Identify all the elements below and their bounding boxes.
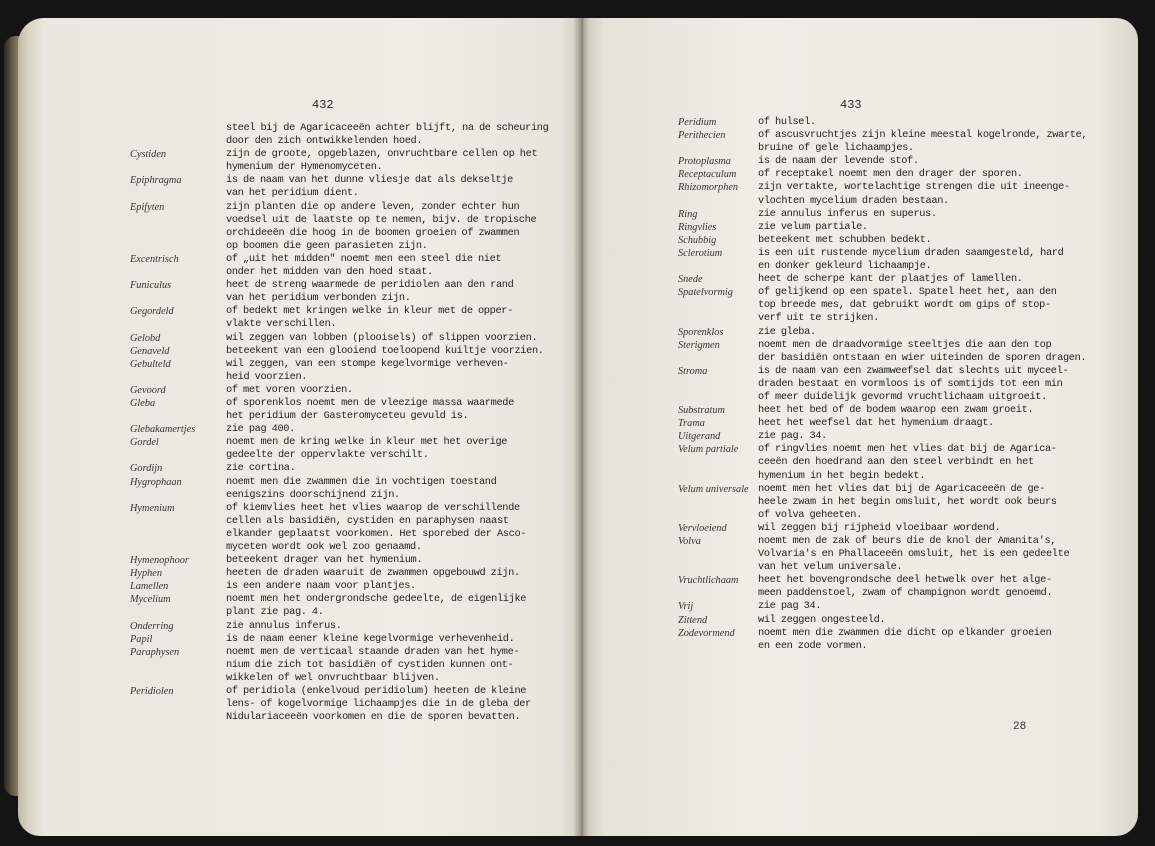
glossary-entry bbox=[130, 174, 560, 200]
glossary-term: Velum partiale bbox=[678, 444, 739, 456]
definition-line: cellen als basidiën, cystiden en paraphysen naast bbox=[226, 514, 509, 527]
glossary-definition bbox=[226, 253, 560, 279]
glossary-entry bbox=[130, 253, 560, 279]
glossary-term: Excentrisch bbox=[130, 253, 179, 265]
glossary-term: Trama bbox=[678, 418, 705, 430]
definition-line: of peridiola (enkelvoud peridiolum) heeten de kleine bbox=[226, 685, 527, 698]
definition-line: hymenium der Hymenomyceten. bbox=[226, 161, 383, 174]
definition-line: heid voorzien. bbox=[226, 370, 308, 383]
glossary-entry bbox=[678, 574, 1106, 600]
definition-line: eenigszins doorschijnend zijn. bbox=[226, 488, 400, 501]
glossary-definition bbox=[758, 404, 1106, 417]
glossary-term: Spatelvormig bbox=[678, 287, 733, 299]
glossary-term: Ring bbox=[678, 208, 698, 220]
glossary-definition bbox=[758, 247, 1106, 273]
glossary-term: Uitgerand bbox=[678, 431, 721, 443]
definition-line: of hulsel. bbox=[758, 116, 816, 128]
definition-line: van het peridium verbonden zijn. bbox=[226, 292, 411, 305]
definition-line: steel bij de Agaricaceeën achter blijft, na de scheuring bbox=[226, 122, 549, 134]
glossary-entry bbox=[130, 567, 560, 580]
glossary-term: Vrij bbox=[678, 601, 694, 613]
glossary-definition bbox=[758, 273, 1106, 286]
glossary-entry bbox=[130, 593, 560, 619]
glossary-entry bbox=[678, 417, 1106, 430]
right-page bbox=[582, 18, 1138, 836]
glossary-entry bbox=[678, 181, 1106, 207]
definition-line: vlochten mycelium draden bestaan. bbox=[758, 194, 949, 207]
glossary-entry bbox=[130, 436, 560, 462]
glossary-term: Protoplasma bbox=[678, 156, 731, 168]
glossary-definition bbox=[758, 116, 1106, 129]
definition-line: hymenium in het begin bedekt. bbox=[758, 469, 926, 482]
definition-line: heele zwam in het begin omsluit, het wordt ook beurs bbox=[758, 495, 1057, 508]
glossary-definition bbox=[758, 339, 1106, 365]
definition-line: of „uit het midden" noemt men een steel die niet bbox=[226, 252, 502, 265]
definition-line: van het velum universale. bbox=[758, 561, 903, 574]
glossary-term: Epiphragma bbox=[130, 175, 182, 187]
definition-line: heet het bed of de bodem waarop een zwam groeit. bbox=[758, 404, 1034, 417]
glossary-entry bbox=[130, 397, 560, 423]
definition-line: bruine of gele lichaampjes. bbox=[758, 142, 914, 155]
glossary-definition bbox=[758, 535, 1106, 574]
definition-line: elkander geplaatst voorkomen. Het sporebed der Asco- bbox=[226, 527, 527, 540]
glossary-definition bbox=[758, 430, 1106, 443]
glossary-term: Papil bbox=[130, 633, 153, 645]
glossary-entry bbox=[678, 247, 1106, 273]
glossary-definition bbox=[226, 567, 560, 580]
glossary-entry bbox=[678, 483, 1106, 522]
glossary-entry bbox=[130, 502, 560, 554]
definition-line: beteekent met schubben bedekt. bbox=[758, 233, 932, 246]
glossary-entry bbox=[130, 646, 560, 685]
definition-line: onder het midden van den hoed staat. bbox=[226, 266, 433, 279]
definition-line: zie pag. 34. bbox=[758, 430, 827, 443]
glossary-term: Vruchtlichaam bbox=[678, 575, 739, 587]
glossary-entry bbox=[130, 620, 560, 633]
definition-line: heeten de draden waaruit de zwammen opgebouwd zijn. bbox=[226, 567, 520, 580]
glossary-term: Gevoord bbox=[130, 384, 166, 396]
definition-line: wil zeggen, van een stompe kegelvormige verheven- bbox=[226, 357, 509, 370]
glossary-term: Sporenklos bbox=[678, 326, 724, 338]
glossary-term: Gebulteld bbox=[130, 358, 171, 370]
definition-line: noemt men die zwammen die dicht op elkander groeien bbox=[758, 626, 1052, 639]
glossary-entry bbox=[130, 554, 560, 567]
definition-line: wikkelen of wel onvruchtbaar blijven. bbox=[226, 671, 440, 684]
definition-line: lens- of kogelvormige lichaampjes die in de gleba der bbox=[226, 698, 531, 711]
glossary-definition bbox=[226, 620, 560, 633]
glossary-term: Peridiolen bbox=[130, 686, 174, 698]
glossary-definition bbox=[226, 174, 560, 200]
glossary-definition bbox=[226, 332, 560, 345]
glossary-term: Volva bbox=[678, 536, 701, 547]
glossary-entry bbox=[678, 273, 1106, 286]
signature-number: 28 bbox=[1013, 721, 1027, 733]
glossary-term: Cystiden bbox=[130, 149, 167, 161]
glossary-entry bbox=[130, 148, 560, 174]
definition-line: beteekent van een glooiend toeloopend kuiltje voorzien. bbox=[226, 344, 544, 357]
glossary-entry bbox=[678, 326, 1106, 339]
glossary-entry bbox=[130, 358, 560, 384]
definition-line: zie cortina. bbox=[226, 462, 296, 475]
definition-line: der basidiën ontstaan en wier uiteinden de sporen dragen. bbox=[758, 351, 1087, 364]
glossary-entry bbox=[678, 221, 1106, 234]
definition-line: zie gleba. bbox=[758, 325, 816, 338]
glossary-term: Lamellen bbox=[130, 581, 169, 593]
glossary-definition bbox=[758, 234, 1106, 247]
glossary-definition bbox=[758, 483, 1106, 522]
glossary-term: Gleba bbox=[130, 397, 156, 409]
glossary-entry bbox=[678, 168, 1106, 181]
glossary-definition bbox=[758, 600, 1106, 613]
glossary-definition bbox=[226, 554, 560, 567]
definition-line: of kiemvlies heet het vlies waarop de verschillende bbox=[226, 501, 520, 514]
definition-line: zie annulus inferus en superus. bbox=[758, 207, 937, 220]
definition-line: voedsel uit de laatste op te nemen, bijv. de tropische bbox=[226, 213, 537, 226]
glossary-definition bbox=[758, 365, 1106, 404]
definition-line: is de naam van het dunne vliesje dat als dekseltje bbox=[226, 174, 513, 187]
glossary-definition bbox=[226, 423, 560, 436]
glossary-entry bbox=[678, 522, 1106, 535]
glossary-definition bbox=[758, 417, 1106, 430]
glossary-term: Perithecien bbox=[678, 130, 726, 142]
definition-line: plant zie pag. 4. bbox=[226, 606, 324, 619]
glossary-definition bbox=[226, 593, 560, 619]
definition-line: zie velum partiale. bbox=[758, 220, 868, 233]
definition-line: is een andere naam voor plantjes. bbox=[226, 580, 416, 593]
page-number-left: 432 bbox=[312, 98, 334, 112]
glossary-definition bbox=[226, 201, 560, 253]
glossary-entry bbox=[130, 685, 560, 724]
glossary-definition bbox=[226, 462, 560, 475]
definition-line: is de naam der levende stof. bbox=[758, 155, 919, 168]
glossary-definition bbox=[758, 221, 1106, 234]
definition-line: heet het weefsel dat het hymenium draagt. bbox=[758, 417, 994, 430]
glossary-term: Gelobd bbox=[130, 332, 161, 344]
glossary-entry bbox=[678, 208, 1106, 221]
definition-line: of ringvlies noemt men het vlies dat bij de Agarica- bbox=[758, 443, 1057, 456]
glossary-entry bbox=[678, 443, 1106, 482]
glossary-definition bbox=[226, 685, 560, 724]
definition-line: het peridium der Gasteromyceteu gevuld is. bbox=[226, 410, 469, 423]
definition-line: Volvaria's en Phallaceeën omsluit, het is een gedeelte bbox=[758, 548, 1070, 561]
glossary-definition bbox=[226, 384, 560, 397]
definition-line: Nidulariaceeën voorkomen en die de sporen bevatten. bbox=[226, 711, 521, 724]
definition-line: draden bestaat en vormloos is of somtijds tot een min bbox=[758, 377, 1063, 390]
glossary-entry bbox=[130, 332, 560, 345]
glossary-definition bbox=[226, 122, 560, 148]
glossary-term: Gordel bbox=[130, 437, 159, 449]
glossary-term: Hymenium bbox=[130, 502, 175, 514]
glossary-term: Peridium bbox=[678, 117, 717, 128]
definition-line: is een uit rustende mycelium draden saamgesteld, hard bbox=[758, 246, 1064, 259]
definition-line: zie annulus inferus. bbox=[226, 619, 342, 632]
glossary-definition bbox=[226, 633, 560, 646]
definition-line: zijn planten die op andere leven, zonder echter hun bbox=[226, 200, 520, 213]
definition-line: heet het bovengrondsche deel hetwelk over het alge- bbox=[758, 574, 1052, 587]
glossary-definition bbox=[758, 614, 1106, 627]
glossary-term: Onderring bbox=[130, 620, 174, 632]
glossary-term: Glebakamertjes bbox=[130, 424, 196, 436]
definition-line: wil zeggen van lobben (plooisels) of slippen voorzien. bbox=[226, 331, 538, 344]
glossary-term: Funiculus bbox=[130, 280, 172, 292]
definition-line: of sporenklos noemt men de vleezige massa waarmede bbox=[226, 396, 514, 409]
definition-line: heet de streng waarmede de peridiolen aan den rand bbox=[226, 279, 514, 292]
definition-line: beteekent drager van het hymenium. bbox=[226, 554, 423, 567]
glossary-definition bbox=[758, 155, 1106, 168]
glossary-entry bbox=[130, 345, 560, 358]
glossary-definition bbox=[758, 326, 1106, 339]
glossary-entry bbox=[130, 476, 560, 502]
glossary-term: Zodevormend bbox=[678, 627, 735, 639]
glossary-term: Velum universale bbox=[678, 483, 749, 495]
glossary-definition bbox=[758, 168, 1106, 181]
glossary-definition bbox=[226, 476, 560, 502]
definition-line: noemt men de kring welke in kleur met het overige bbox=[226, 436, 508, 449]
glossary-term: Substratum bbox=[678, 405, 725, 417]
glossary-entry bbox=[130, 580, 560, 593]
glossary-list-left bbox=[130, 122, 560, 724]
glossary-term: Sterigmen bbox=[678, 339, 720, 351]
left-page bbox=[18, 18, 582, 836]
definition-line: en een zode vormen. bbox=[758, 639, 868, 652]
definition-line: of met voren voorzien. bbox=[226, 383, 353, 396]
glossary-definition bbox=[226, 580, 560, 593]
definition-line: noemt men de verticaal staande draden van het hyme- bbox=[226, 645, 520, 658]
glossary-definition bbox=[226, 502, 560, 554]
glossary-definition bbox=[226, 148, 560, 174]
glossary-definition bbox=[758, 574, 1106, 600]
definition-line: vlakte verschillen. bbox=[226, 318, 337, 331]
glossary-entry bbox=[678, 627, 1106, 653]
glossary-definition bbox=[758, 443, 1106, 482]
definition-line: verf uit te strijken. bbox=[758, 312, 879, 325]
glossary-entry bbox=[130, 462, 560, 475]
glossary-term: Zittend bbox=[678, 614, 708, 626]
definition-line: meen paddenstoel, zwam of champignon wordt genoemd. bbox=[758, 587, 1053, 600]
definition-line: noemt men het vlies dat bij de Agaricaceeën de ge- bbox=[758, 482, 1045, 495]
glossary-entry bbox=[678, 365, 1106, 404]
definition-line: noemt men de draadvormige steeltjes die aan den top bbox=[758, 338, 1052, 351]
glossary-entry bbox=[678, 600, 1106, 613]
definition-line: of meer duidelijk gevormd vruchtlichaam uitgroeit. bbox=[758, 390, 1047, 403]
definition-line: noemt men die zwammen die in vochtigen toestand bbox=[226, 475, 497, 488]
glossary-entry bbox=[130, 633, 560, 646]
definition-line: door den zich ontwikkelenden hoed. bbox=[226, 135, 423, 148]
glossary-entry bbox=[130, 384, 560, 397]
glossary-definition bbox=[758, 286, 1106, 325]
glossary-term: Hyphen bbox=[130, 568, 163, 580]
definition-line: zie pag 34. bbox=[758, 600, 822, 613]
glossary-term: Paraphysen bbox=[130, 646, 180, 658]
definition-line: of gelijkend op een spatel. Spatel heet het, aan den bbox=[758, 286, 1057, 299]
glossary-entry bbox=[678, 129, 1106, 155]
glossary-entry bbox=[678, 614, 1106, 627]
definition-line: top breede mes, dat gebruikt wordt om gips of stop- bbox=[758, 299, 1051, 312]
glossary-term: Ringvlies bbox=[678, 221, 717, 233]
definition-line: wil zeggen bij rijpheid vloeibaar wordend. bbox=[758, 521, 1001, 534]
definition-line: op boomen die geen parasieten zijn. bbox=[226, 239, 428, 252]
glossary-entry bbox=[678, 116, 1106, 129]
definition-line: myceten wordt ook wel zoo genaamd. bbox=[226, 541, 422, 553]
glossary-entry bbox=[678, 339, 1106, 365]
glossary-definition bbox=[758, 627, 1106, 653]
glossary-definition bbox=[758, 208, 1106, 221]
definition-line: gedeelte der oppervlakte verschilt. bbox=[226, 449, 429, 462]
page-number-right: 433 bbox=[840, 98, 862, 112]
definition-line: zijn vertakte, wortelachtige strengen die uit ineenge- bbox=[758, 181, 1070, 194]
glossary-term: Genaveld bbox=[130, 345, 170, 357]
glossary-term: Hymenophoor bbox=[130, 555, 189, 567]
glossary-term: Epifyten bbox=[130, 201, 165, 213]
glossary-entry bbox=[678, 404, 1106, 417]
definition-line: is de naam van een zwamweefsel dat slechts uit myceel- bbox=[758, 364, 1069, 377]
definition-line: wil zeggen ongesteeld. bbox=[758, 613, 886, 626]
book-gutter bbox=[574, 18, 590, 836]
glossary-term: Stroma bbox=[678, 365, 708, 377]
glossary-definition bbox=[226, 358, 560, 384]
definition-line: of receptakel noemt men den drager der sporen. bbox=[758, 168, 1023, 181]
definition-line: en donker gekleurd lichaampje. bbox=[758, 260, 932, 273]
glossary-definition bbox=[758, 129, 1106, 155]
glossary-term: Gegordeld bbox=[130, 306, 174, 318]
definition-line: van het peridium dient. bbox=[226, 187, 359, 200]
definition-line: nium die zich tot basidiën of cystiden kunnen ont- bbox=[226, 658, 514, 671]
glossary-term: Schubbig bbox=[678, 234, 717, 246]
definition-line: orchideeën die hoog in de boomen groeien of zwammen bbox=[226, 226, 520, 239]
glossary-entry bbox=[678, 155, 1106, 168]
glossary-term: Vervloeiend bbox=[678, 522, 727, 534]
definition-line: noemt men de zak of beurs die de knol der Amanita's, bbox=[758, 535, 1057, 547]
definition-line: zijn de groote, opgeblazen, onvruchtbare cellen op het bbox=[226, 148, 538, 161]
definition-line: heet de scherpe kant der plaatjes of lamellen. bbox=[758, 273, 1023, 286]
glossary-term: Snede bbox=[678, 274, 703, 286]
glossary-term: Sclerotium bbox=[678, 247, 723, 259]
glossary-term: Receptaculum bbox=[678, 169, 737, 181]
glossary-definition bbox=[226, 397, 560, 423]
definition-line: zie pag 400. bbox=[226, 423, 295, 436]
glossary-term: Gordijn bbox=[130, 463, 163, 475]
definition-line: of ascusvruchtjes zijn kleine meestal kogelronde, zwarte, bbox=[758, 129, 1088, 142]
glossary-definition bbox=[226, 345, 560, 358]
glossary-entry bbox=[130, 279, 560, 305]
glossary-entry bbox=[130, 201, 560, 253]
definition-line: of volva geheeten. bbox=[758, 508, 862, 521]
glossary-definition bbox=[226, 279, 560, 305]
glossary-entry bbox=[678, 286, 1106, 325]
glossary-entry bbox=[678, 535, 1106, 574]
glossary-entry bbox=[130, 423, 560, 436]
glossary-entry bbox=[130, 305, 560, 331]
glossary-entry bbox=[678, 430, 1106, 443]
glossary-list-right bbox=[678, 116, 1106, 653]
glossary-entry bbox=[130, 122, 560, 148]
definition-line: of bedekt met kringen welke in kleur met de opper- bbox=[226, 305, 513, 318]
glossary-definition bbox=[226, 305, 560, 331]
glossary-term: Rhizomorphen bbox=[678, 182, 739, 194]
glossary-definition bbox=[758, 181, 1106, 207]
definition-line: is de naam eener kleine kegelvormige verhevenheid. bbox=[226, 632, 515, 645]
glossary-term: Hygrophaan bbox=[130, 476, 182, 488]
glossary-term: Mycelium bbox=[130, 594, 171, 606]
glossary-definition bbox=[226, 646, 560, 685]
definition-line: noemt men het ondergrondsche gedeelte, de eigenlijke bbox=[226, 593, 527, 606]
glossary-entry bbox=[678, 234, 1106, 247]
definition-line: ceeën den hoedrand aan den steel verbindt en het bbox=[758, 456, 1034, 469]
glossary-definition bbox=[758, 522, 1106, 535]
glossary-definition bbox=[226, 436, 560, 462]
